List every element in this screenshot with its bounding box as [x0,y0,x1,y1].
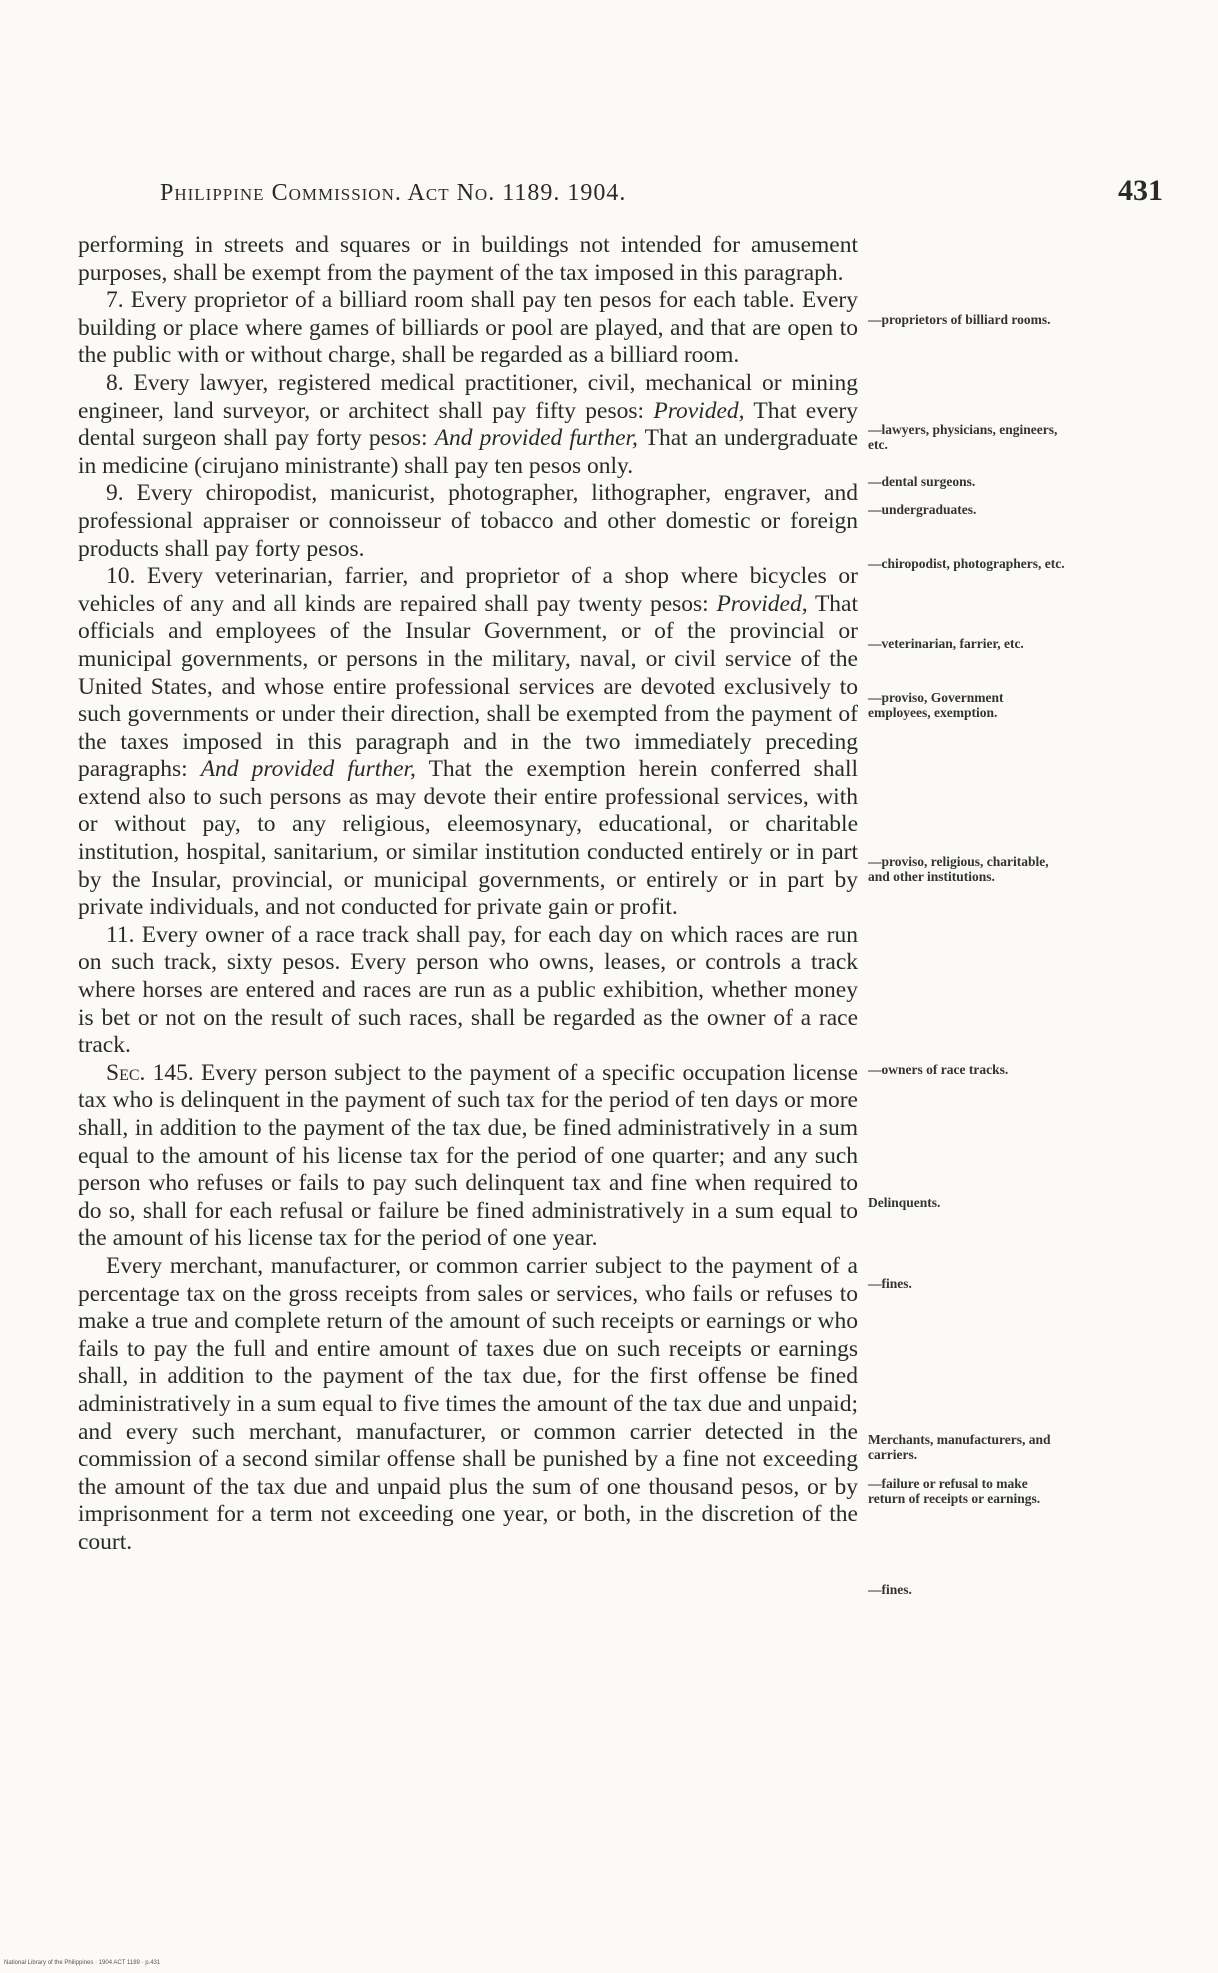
margin-note-failure-refusal: —failure or refusal to make return of receipts or earnings. [868,1476,1041,1506]
margin-note-chiropodist: —chiropodist, photographers, etc. [868,556,1065,571]
section-145 [78,1060,858,1253]
margin-note-fines-1: —fines. [868,1276,912,1291]
p10-proviso-1: Provided, [716,590,808,617]
section-label: Sec. 145. [106,1059,194,1086]
paragraph-11-race-tracks: 11. Every owner of a race track shall pay, for each day on which races are run on such track, sixty pesos. Every person who owns, leases, or controls a track where horses are entered and races are run as a public exhibition, whether money is bet or not on the result of such races, shall be regarded as the owner of a race track. [78,921,858,1059]
paragraph-10-veterinarian [78,563,858,922]
margin-note-billiards: —proprietors of billiard rooms. [868,312,1051,327]
body-text [78,232,858,1557]
margin-note-delinquents: Delinquents. [868,1195,941,1210]
p8-text-b: That every dental surgeon shall pay forty pesos: [78,397,858,452]
paragraph-merchants: Every merchant, manufacturer, or common carrier subject to the payment of a percentage tax on the gross receipts from sales or services, who fails or refuses to make a true and complete return of the amount of such receipts or earnings or who fails to pay the full and entire amount of taxes due on such receipts or earnings shall, in addition to the payment of the tax due, for the first offense be fined administratively in a sum equal to five times the amount of the tax due and unpaid; and every such merchant, manufacturer, or common carrier detected in the commission of a second similar offense shall be punished by a fine not exceeding the amount of the tax due and unpaid plus the sum of one thousand pesos, or by imprisonment for a term not exceeding one year, or both, in the discretion of the court. [78,1252,858,1555]
paragraph-8-professionals [78,370,858,480]
margin-note-veterinarian: —veterinarian, farrier, etc. [868,636,1024,651]
margin-note-dental: —dental surgeons. [868,474,976,489]
margin-note-religious-proviso: —proviso, religious, charitable, and other institutions. [868,854,1049,884]
p10-proviso-2: And provided further, [200,756,416,783]
running-head: Philippine Commission. Act No. 1189. 1904. [160,180,627,206]
p8-proviso-2: And provided further, [434,425,638,452]
paragraph-9-chiropodist: 9. Every chiropodist, manicurist, photographer, lithographer, engraver, and professional appraiser or connoisseur of tobacco and other domestic or foreign products shall pay forty pesos. [78,480,858,562]
p8-text-a: 8. Every lawyer, registered medical practitioner, civil, mechanical or mining engineer, land surveyor, or architect shall pay fifty pesos: [78,369,858,424]
margin-note-race-tracks: —owners of race tracks. [868,1062,1009,1077]
margin-note-merchants: Merchants, manufacturers, and carriers. [868,1432,1051,1462]
margin-note-fines-2: —fines. [868,1582,912,1597]
paragraph-7-billiards: 7. Every proprietor of a billiard room shall pay ten pesos for each table. Every building or place where games of billiards or pool are played, and that are open to the public with or without charge, shall be regarded as a billiard room. [78,287,858,369]
page-number: 431 [1118,174,1163,207]
p8-proviso-1: Provided, [653,397,745,424]
margin-note-government-proviso: —proviso, Government employees, exemption. [868,690,1004,720]
p8-text-c: That an undergraduate in medicine (cirujano ministrante) shall pay ten pesos only. [78,425,859,479]
paragraph-continuation: performing in streets and squares or in buildings not intended for amusement purposes, shall be exempt from the payment of the tax imposed in this paragraph. [78,232,858,286]
margin-note-undergraduates: —undergraduates. [868,502,977,517]
margin-note-lawyers: —lawyers, physicians, engineers, etc. [868,422,1058,452]
section-145-text: Every person subject to the payment of a specific occupation license tax who is delinquent in the payment of such tax for the period of ten days or more shall, in addition to the payment of the tax due, be fined administratively in a sum equal to the amount of his license tax for the period of one quarter; and any such person who refuses or fails to pay such delinquent tax and fine when required to do so, shall for each refusal or failure be fined administratively in a sum equal to the amount of his license tax for the period of one year. [78,1059,859,1252]
p10-text-c: That the exemption herein conferred shall extend also to such persons as may devote their entire professional services, with or without pay, to any religious, eleemosynary, educational, or charitable institution, hospital, sanitarium, or similar institution conducted entirely or in part by the Insular, provincial, or municipal governments, or entirely or in part by private individuals, and not conducted for private gain or profit. [78,756,859,921]
scan-footer: National Library of the Philippines · 1904 ACT 1189 · p.431 [4,1960,161,1966]
p10-text-b: That officials and employees of the Insular Government, or of the provincial or municipal governments, or persons in the military, naval, or civil service of the United States, and whose entire professional services are devoted exclusively to such governments or under their direction, shall be exempted from the payment of the taxes imposed in this paragraph and in the two immediately preceding paragraphs: [78,590,859,783]
p10-text-a: 10. Every veterinarian, farrier, and proprietor of a shop where bicycles or vehicles of any and all kinds are repaired shall pay twenty pesos: [78,563,858,617]
